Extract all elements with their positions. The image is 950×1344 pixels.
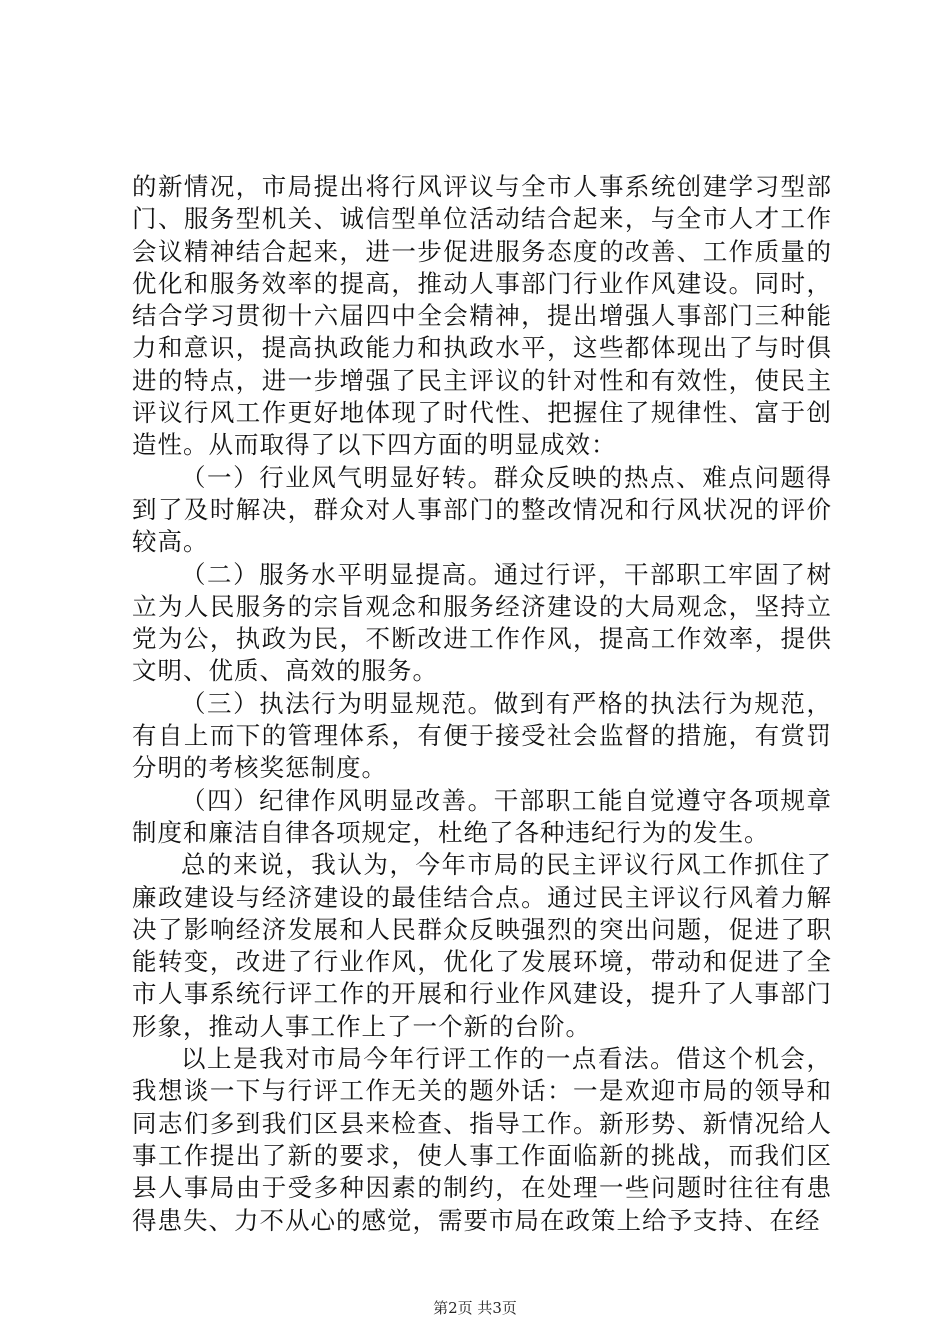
paragraph-continuation: 的新情况，市局提出将行风评议与全市人事系统创建学习型部门、服务型机关、诚信型单位活动结合起来，与全市人才工作会议精神结合起来，进一步促进服务态度的改善、工作质量的优化和服务效率的提高，推动人事部门行业作风建设。同时，结合学习贯彻十六届四中全会精神，提出增强人事部门三种能力和意识，提高执政能力和执政水平，这些都体现出了与时俱进的特点，进一步增强了民主评议的针对性和有效性，使民主评议行风工作更好地体现了时代性、把握住了规律性、富于创造性。从而取得了以下四方面的明显成效： [132, 172, 832, 460]
paragraph-summary: 总的来说，我认为，今年市局的民主评议行风工作抓住了廉政建设与经济建设的最佳结合点。通过民主评议行风着力解决了影响经济发展和人民群众反映强烈的突出问题，促进了职能转变，改进了行业作风，优化了发展环境，带动和促进了全市人事系统行评工作的开展和行业作风建设，提升了人事部门形象，推动人事工作上了一个新的台阶。 [132, 850, 832, 1041]
paragraph-item-4: （四）纪律作风明显改善。干部职工能自觉遵守各项规章制度和廉洁自律各项规定，杜绝了各种违纪行为的发生。 [132, 785, 832, 847]
page-footer: 第2页 共3页 [433, 1299, 517, 1317]
paragraph-closing: 以上是我对市局今年行评工作的一点看法。借这个机会，我想谈一下与行评工作无关的题外话：一是欢迎市局的领导和同志们多到我们区县来检查、指导工作。新形势、新情况给人事工作提出了新的要求，使人事工作面临新的挑战，而我们区县人事局由于受多种因素的制约，在处理一些问题时往往有患得患失、力不从心的感觉，需要市局在政策上给予支持、在经 [132, 1044, 832, 1235]
paragraph-item-2: （二）服务水平明显提高。通过行评，干部职工牢固了树立为人民服务的宗旨观念和服务经济建设的大局观念，坚持立党为公，执政为民，不断改进工作作风，提高工作效率，提供文明、优质、高效的服务。 [132, 559, 832, 686]
paragraph-item-3: （三）执法行为明显规范。做到有严格的执法行为规范，有自上而下的管理体系，有便于接受社会监督的措施，有赏罚分明的考核奖惩制度。 [132, 688, 832, 783]
body-text [132, 171, 832, 1237]
paragraph-item-1: （一）行业风气明显好转。群众反映的热点、难点问题得到了及时解决，群众对人事部门的整改情况和行风状况的评价较高。 [132, 462, 832, 557]
